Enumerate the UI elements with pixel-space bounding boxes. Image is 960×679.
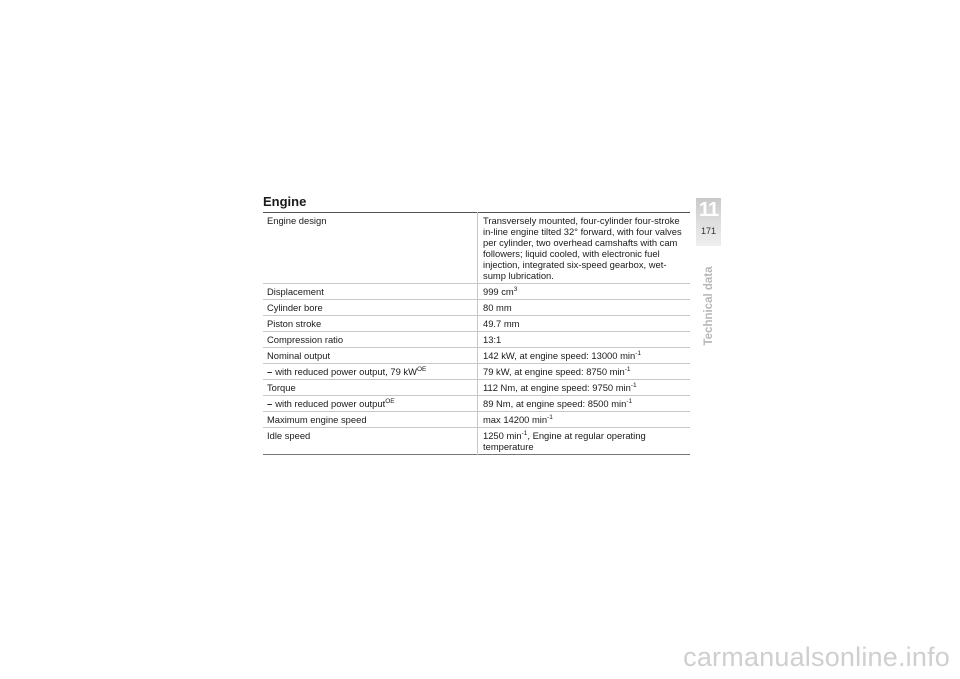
table-row <box>263 316 690 332</box>
spec-value: 112 Nm, at engine speed: 9750 $\min^{-1}$ <box>478 380 691 396</box>
spec-value: 80 mm <box>478 300 691 316</box>
page-number: 171 <box>700 226 717 236</box>
table-row <box>263 380 690 396</box>
spec-label: Torque <box>263 380 478 396</box>
spec-label: Compression ratio <box>263 332 478 348</box>
spec-label: Idle speed <box>263 428 478 455</box>
table-row <box>263 284 690 300</box>
spec-value: 49.7 mm <box>478 316 691 332</box>
table-row <box>263 428 690 455</box>
table-row <box>263 332 690 348</box>
section-title: Engine <box>263 194 307 209</box>
spec-label: Maximum engine speed <box>263 412 478 428</box>
spec-value: 79 kW, at engine speed: 8750 $\min^{-1}$ <box>478 364 691 380</box>
table-row <box>263 300 690 316</box>
spec-label: Nominal output <box>263 348 478 364</box>
spec-label: Engine design <box>263 213 478 284</box>
spec-label: Cylinder bore <box>263 300 478 316</box>
spec-value: Transversely mounted, four-cylinder four-stroke in-line engine tilted 32° forward, with four valves per cylinder, two overhead camshafts with cam followers; liquid cooled, with electronic fuel injection, integrated six-speed gearbox, wet-sump lubrication. <box>478 213 691 284</box>
spec-label: Piston stroke <box>263 316 478 332</box>
spec-label: – with reduced power output$^{OE}$ <box>263 396 478 412</box>
chapter-tab <box>696 198 721 246</box>
spec-label: – with reduced power output, 79 $kW^{OE}$ <box>263 364 478 380</box>
table-row <box>263 412 690 428</box>
spec-value: 999 $cm^3$ <box>478 284 691 300</box>
table-row <box>263 213 690 284</box>
spec-label: Displacement <box>263 284 478 300</box>
table-row <box>263 396 690 412</box>
chapter-label: Technical data <box>703 266 715 346</box>
spec-value: 142 kW, at engine speed: 13000 $\min^{-1}$ <box>478 348 691 364</box>
spec-value: 89 Nm, at engine speed: 8500 $\min^{-1}$ <box>478 396 691 412</box>
spec-value: max 14200 $\min^{-1}$ <box>478 412 691 428</box>
table-row <box>263 348 690 364</box>
spec-value: 13:1 <box>478 332 691 348</box>
watermark: carmanualsonline.info <box>683 642 950 672</box>
spec-value: 1250 $\min^{-1}$, Engine at regular operating temperature <box>483 430 646 452</box>
engine-spec-table <box>263 212 690 455</box>
chapter-number: 11 <box>698 199 719 221</box>
table-row <box>263 364 690 380</box>
